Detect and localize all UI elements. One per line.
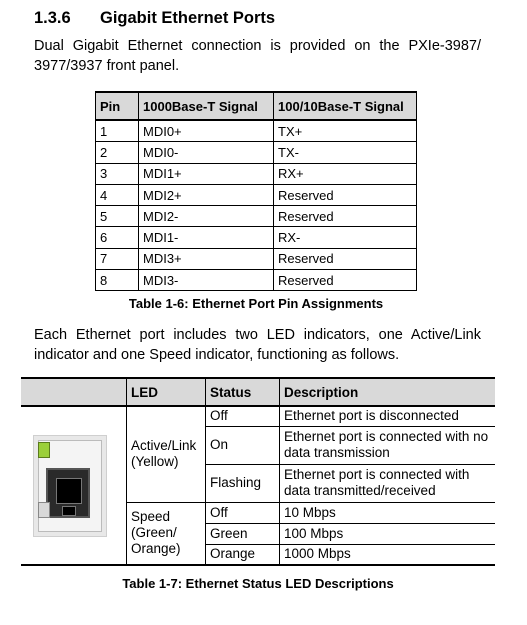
table-header-row <box>96 92 417 120</box>
rj45-jack-icon <box>33 435 107 537</box>
gigabit-signal-cell: MDI0+ <box>139 120 274 142</box>
table-header-row <box>21 378 495 406</box>
status-cell: Orange <box>206 544 280 565</box>
column-header: Description <box>280 378 496 406</box>
intro-paragraph: Dual Gigabit Ethernet connection is provided on the PXIe-3987/ 3977/3937 front panel. <box>34 38 481 74</box>
table-row <box>96 120 417 142</box>
column-header <box>21 378 127 406</box>
pin-cell: 4 <box>96 184 139 205</box>
table-row <box>96 184 417 205</box>
column-header: LED <box>127 378 206 406</box>
active-link-led-indicator <box>38 442 50 458</box>
active-link-led-cell: Active/Link (Yellow) <box>127 406 206 502</box>
description-cell: Ethernet port is connected with data transmitted/received <box>280 464 496 502</box>
section-number: 1.3.6 <box>34 9 71 27</box>
column-header: 100/10Base-T Signal <box>274 92 417 120</box>
fast-signal-cell: TX+ <box>274 120 417 142</box>
status-cell: Off <box>206 406 280 426</box>
speed-led-indicator <box>38 502 50 518</box>
description-cell: 1000 Mbps <box>280 544 496 565</box>
gigabit-signal-cell: MDI3- <box>139 270 274 291</box>
port-tab <box>62 506 76 516</box>
status-cell: Flashing <box>206 464 280 502</box>
fast-signal-cell: RX- <box>274 227 417 248</box>
led-intro-paragraph: Each Ethernet port includes two LED indicators, one Active/Link indicator and one Speed indicator, functioning as follows. <box>34 327 481 363</box>
fast-signal-cell: RX+ <box>274 163 417 184</box>
fast-signal-cell: Reserved <box>274 248 417 269</box>
gigabit-signal-cell: MDI0- <box>139 142 274 163</box>
description-cell: 10 Mbps <box>280 502 496 523</box>
speed-led-cell: Speed (Green/ Orange) <box>127 502 206 565</box>
gigabit-signal-cell: MDI2+ <box>139 184 274 205</box>
gigabit-signal-cell: MDI1+ <box>139 163 274 184</box>
table-row <box>96 227 417 248</box>
column-header: Status <box>206 378 280 406</box>
description-cell: Ethernet port is connected with no data transmission <box>280 426 496 464</box>
ethernet-port-opening <box>46 468 90 518</box>
table-row <box>21 406 495 426</box>
table-row <box>96 270 417 291</box>
pin-cell: 5 <box>96 206 139 227</box>
pin-cell: 6 <box>96 227 139 248</box>
table-caption: Table 1-6: Ethernet Port Pin Assignments <box>128 296 384 311</box>
pin-cell: 1 <box>96 120 139 142</box>
pin-cell: 2 <box>96 142 139 163</box>
section-title: Gigabit Ethernet Ports <box>100 9 276 27</box>
fast-signal-cell: Reserved <box>274 184 417 205</box>
column-header: Pin <box>96 92 139 120</box>
status-cell: On <box>206 426 280 464</box>
description-cell: 100 Mbps <box>280 523 496 544</box>
gigabit-signal-cell: MDI3+ <box>139 248 274 269</box>
fast-signal-cell: TX- <box>274 142 417 163</box>
led-image-cell <box>21 406 127 565</box>
status-cell: Green <box>206 523 280 544</box>
pin-cell: 8 <box>96 270 139 291</box>
section-heading <box>34 9 275 28</box>
description-cell: Ethernet port is disconnected <box>280 406 496 426</box>
table-row <box>96 142 417 163</box>
table-row <box>96 248 417 269</box>
fast-signal-cell: Reserved <box>274 270 417 291</box>
fast-signal-cell: Reserved <box>274 206 417 227</box>
pin-cell: 7 <box>96 248 139 269</box>
table-caption: Table 1-7: Ethernet Status LED Descriptions <box>122 576 394 591</box>
table-row <box>96 206 417 227</box>
status-cell: Off <box>206 502 280 523</box>
gigabit-signal-cell: MDI2- <box>139 206 274 227</box>
pin-assignment-table <box>95 91 417 291</box>
led-status-table <box>21 377 495 566</box>
port-slot <box>56 478 82 504</box>
column-header: 1000Base-T Signal <box>139 92 274 120</box>
table-row <box>96 163 417 184</box>
pin-cell: 3 <box>96 163 139 184</box>
gigabit-signal-cell: MDI1- <box>139 227 274 248</box>
